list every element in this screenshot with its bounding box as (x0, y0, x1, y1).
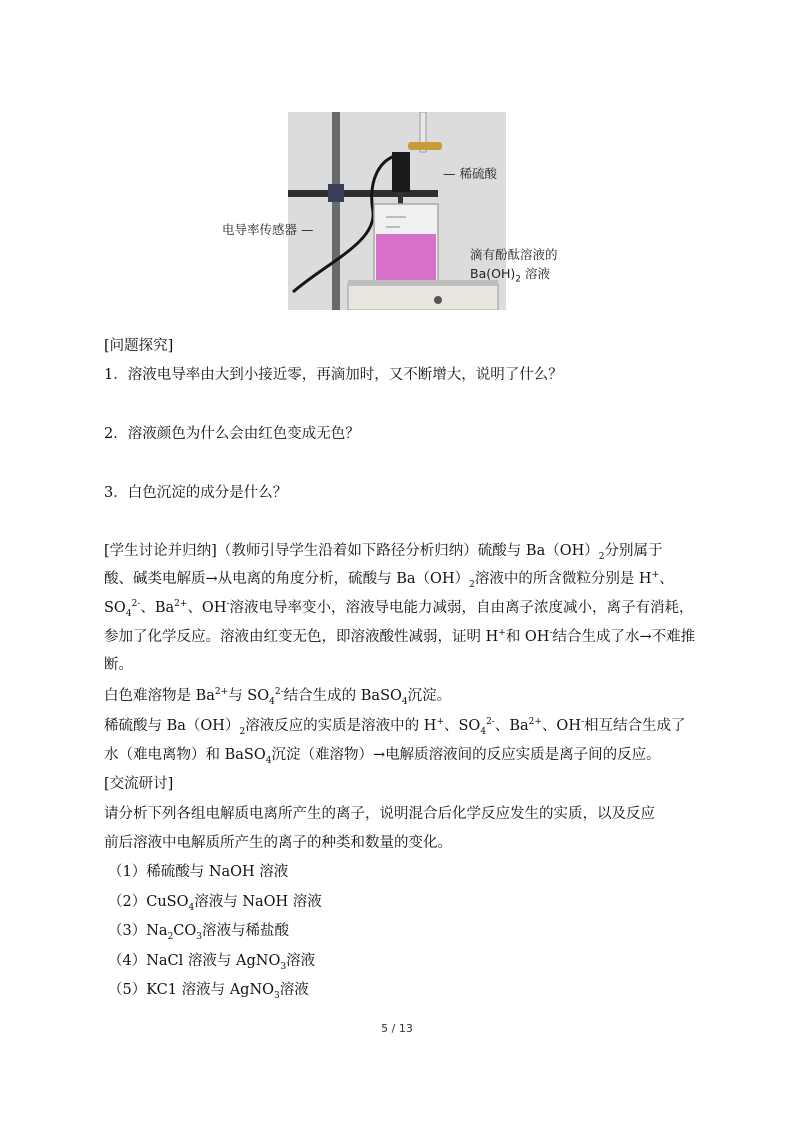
burette-valve (408, 142, 442, 150)
para1-line3: $SO_4^{2-}$、$Ba^{2+}$、OH-溶液电导率变小，溶液导电能力减弱，自由离子浓度减小，离子有消耗， (104, 599, 694, 619)
para1-line5: 断。 (104, 657, 133, 673)
heading-problem-exploration: [问题探究] (104, 338, 174, 354)
intro-line1: 请分析下列各组电解质电离所产生的离子，说明混合后化学反应发生的实质，以及反应 (104, 806, 655, 822)
para1-line1: [学生讨论并归纳]（教师引导学生沿着如下路径分析归纳）硫酸与 $Ba(OH)_2$分别属于 (104, 543, 663, 562)
magnetic-stirrer (348, 284, 498, 310)
acid-callout: — 稀硫酸 (443, 166, 497, 181)
para1-line2: 酸、碱类电解质→从电离的角度分析，硫酸与 $Ba(OH)_2$溶液中的所含微粒分别是 H+、 (104, 570, 674, 590)
list-item-5: （5）KC1 溶液与 AgNO$_3$溶液 (108, 982, 309, 1001)
list-item-1: （1）稀硫酸与 NaOH 溶液 (108, 864, 289, 880)
question-3: 3．白色沉淀的成分是什么？ (104, 485, 288, 501)
para1-line4: 参加了化学反应。溶液由红变无色，即溶液酸性减弱，证明 H+和 OH-结合生成了水→不难推 (104, 628, 696, 645)
sensor-callout: 电导率传感器 — (222, 222, 314, 237)
intro-line2: 前后溶液中电解质所产生的离子的种类和数量的变化。 (104, 835, 452, 851)
clamp-knob (328, 184, 344, 202)
sensor-head (392, 152, 410, 192)
clamp-bar (288, 190, 438, 197)
page-number: 5 / 13 (381, 1022, 413, 1035)
list-item-4: （4）NaCl 溶液与 AgNO$_3$溶液 (108, 953, 316, 972)
heading-exchange-discussion: [交流研讨] (104, 776, 174, 792)
question-2: 2．溶液颜色为什么会由红色变成无色？ (104, 426, 360, 442)
list-item-3: $(3)Na_2CO_3$溶液与稀盐酸 (108, 923, 290, 942)
para3-line2: 水（难电离物）和 BaSO$_4$沉淀（难溶物）→电解质溶液间的反应实质是离子间的反应。 (104, 747, 661, 766)
solution-callout: 滴有酚酞溶液的 $Ba(OH)_2$ 溶液 (470, 247, 558, 285)
para3-line1: 稀硫酸与 $Ba(OH)_2$溶液反应的实质是溶液中的 H+、$SO_4^{2-}$、$Ba^{2+}$、OH-相互结合生成了 (104, 717, 686, 737)
stand-rod (332, 112, 340, 310)
pink-solution (376, 234, 436, 284)
para2: 白色难溶物是 $Ba^{2+}$与 $SO_4^{2-}$结合生成的 BaSO$_4$沉淀。 (104, 687, 452, 707)
question-1: 1．溶液电导率由大到小接近零，再滴加时，又不断增大，说明了什么？ (104, 367, 563, 383)
list-item-2: （2）CuSO$_4$溶液与 NaOH 溶液 (108, 894, 322, 913)
